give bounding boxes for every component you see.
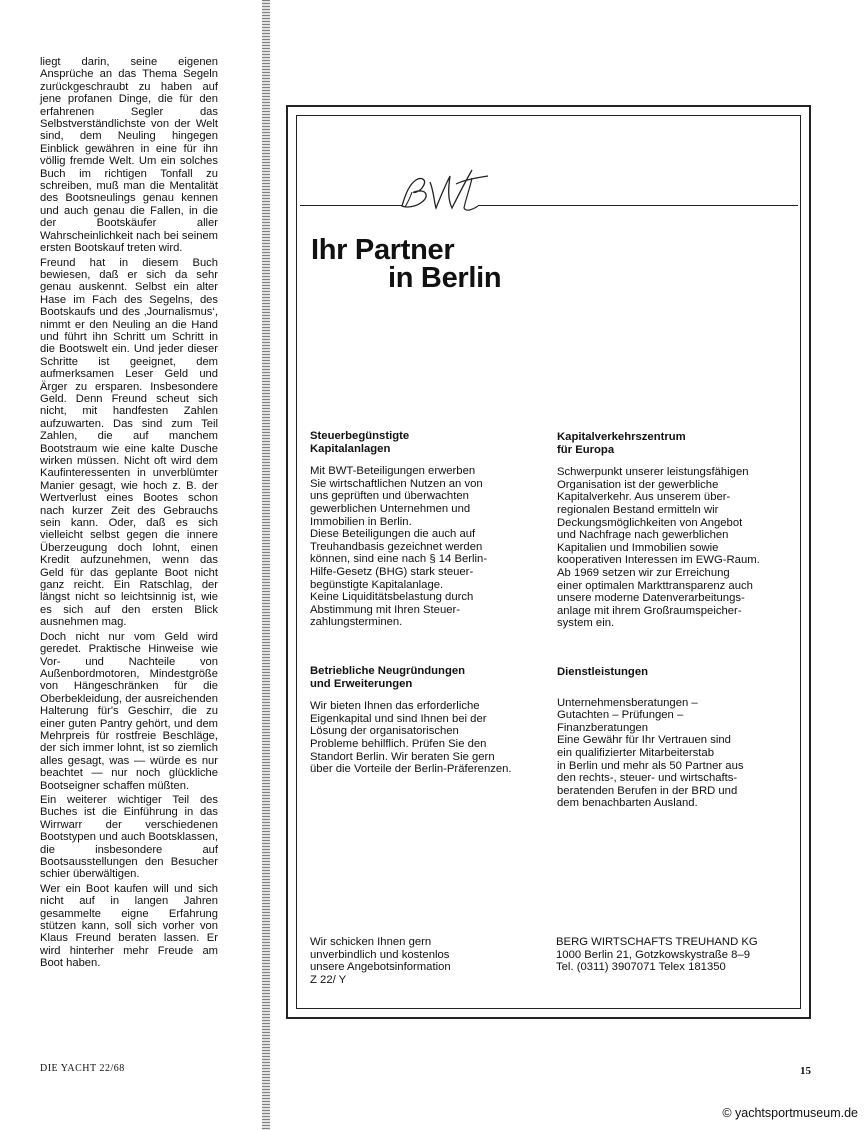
offer-text: Wir schicken Ihnen gern unverbindlich und kostenlos unsere Angebotsinformation Z 22/ Y: [310, 936, 451, 986]
article-paragraph: Doch nicht nur vom Geld wird geredet. Praktische Hinweise wie Vor- und Nachteile von Außenbordmotoren, Mindestgröße von Hängeschränken für die Oberbekleidung, der ausreichenden Halterung für's Geschirr, die zu einer guten Pantry gehört, und dem Mehrpreis für rostfreie Beschläge, der sich immer lohnt, ist so ziemlich alles gesagt, was — würde es nur beachtet — nur noch glückliche Bootseigner schaffen müßten.: [40, 630, 218, 792]
article-paragraph: Freund hat in diesem Buch bewiesen, daß er sich da sehr genau auskennt. Selbst ein alter Hase im Fach des Segelns, des Bootskaufs und des ‚Journalismus‘, nimmt er den Neuling an die Hand und führt ihn Schritt um Schritt in die Bootswelt ein. Und jeder dieser Schritte ist geeignet, dem aufmerksamen Leser Geld und Ärger zu ersparen. Insbesondere Geld. Denn Freund scheut sich nicht, mit handfesten Zahlen aufzuwarten. Das sind zum Teil Zahlen, die auf manchem Bootstraum wie eine kalte Dusche wirken müssen. Nicht oft wird dem Kaufinteressenten in unverblümter Manier gesagt, wie hoch z. B. der Wertverlust eines Bootes schon nach kurzer Zeit des Gebrauchs sein kann. Oder, daß es sich vielleicht selbst gegen die innere Überzeugung doch lohnt, einen Kredit aufzunehmen, wenn das Geld für das geplante Boot nicht ganz reicht. Ein Ratschlag, der längst nicht so leichtsinnig ist, wie es sich auf den ersten Blick ausnehmen mag.: [40, 256, 218, 629]
ad-headline: in Berlin: [388, 262, 502, 294]
section-heading: Betriebliche Neugründungen und Erweiterungen: [310, 665, 466, 690]
magazine-footer: DIE YACHT 22/68: [40, 1063, 125, 1074]
ad-section: [310, 665, 545, 776]
section-body: Unternehmensberatungen – Gutachten – Prüfungen – Finanzberatungen Eine Gewähr für Ihr Vertrauen sind ein qualifizierter Mitarbeiterstab in Berlin und mehr als 50 Partner aus den rechts-, steuer- und wirtschafts- beratenden Berufen in der BRD und dem benachbarten Ausland.: [557, 696, 744, 810]
ad-headline: Ihr Partner: [311, 234, 455, 266]
bwt-logo: [392, 162, 492, 220]
company-address: BERG WIRTSCHAFTS TREUHAND KG 1000 Berlin 21, Gotzkowskystraße 8–9 Tel. (0311) 3907071 Telex 181350: [556, 936, 758, 974]
section-body: Schwerpunkt unserer leistungsfähigen Organisation ist der gewerbliche Kapitalverkehr. Aus unserem über- regionalen Bestand ermitteln wir Deckungsmöglichkeiten von Angebot und Nachfrage nach gewerblichen Kapitalien und Immobilien sowie kooperativen Interessen im EWG-Raum. Ab 1969 setzen wir zur Erreichung einer optimalen Markttransparenz auch unsere moderne Datenverarbeitungs- anlage mit ihrem Großraumspeicher- system ein.: [557, 466, 760, 630]
section-heading: Dienstleistungen: [557, 666, 649, 678]
logo-rule: [478, 205, 798, 206]
section-heading: Steuerbegünstigte Kapitalanlagen: [310, 430, 410, 455]
ad-section: [557, 666, 792, 810]
page-binding: [262, 0, 270, 1130]
section-body: Mit BWT-Beteiligungen erwerben Sie wirtschaftlichen Nutzen an von uns geprüften und überwachten gewerblichen Unternehmen und Immobilien in Berlin. Diese Beteiligungen die auch auf Treuhandbasis gezeichnet werden können, sind eine nach § 14 Berlin- Hilfe-Gesetz (BHG) stark steuer- begünstigte Kapitalanlage. Keine Liquiditätsbelastung durch Abstimmung mit Ihren Steuer- zahlungsterminen.: [310, 465, 488, 629]
ad-section: [557, 431, 792, 630]
section-heading: Kapitalverkehrszentrum für Europa: [557, 431, 686, 456]
article-paragraph: liegt darin, seine eigenen Ansprüche an das Thema Segeln zurückgeschraubt zu haben auf jene profanen Dinge, die für den erfahrenen Segler das Selbstverständlichste von der Welt sind, dem Neuling hingegen Einblick gewähren in eine für ihn völlig fremde Welt. Um ein solches Buch im richtigen Tonfall zu schreiben, muß man die Mentalität des Bootsneulings genau kennen und auch genau die Fallen, in die der Bootskäufer aller Wahrscheinlichkeit nach bei seinem ersten Bootskauf treten wird.: [40, 56, 218, 255]
article-paragraph: Wer ein Boot kaufen will und sich nicht auf in langen Jahren gesammelte eigne Erfahrung stützen kann, soll sich vorher von Klaus Freund beraten lassen. Er wird hinterher mehr Freude am Boot haben.: [40, 882, 218, 970]
ad-section: [310, 430, 540, 629]
article-column: [40, 56, 218, 970]
section-body: Wir bieten Ihnen das erforderliche Eigenkapital und sind Ihnen bei der Lösung der organisatorischen Probleme behilflich. Prüfen Sie den Standort Berlin. Wir beraten Sie gern über die Vorteile der Berlin-Präferenzen.: [310, 700, 512, 776]
page-number: 15: [800, 1065, 811, 1077]
watermark: © yachtsportmuseum.de: [722, 1106, 858, 1120]
logo-rule: [300, 205, 402, 206]
article-paragraph: Ein weiterer wichtiger Teil des Buches ist die Einführung in das Wirrwarr der verschiedenen Bootstypen und auch Bootsklassen, die insbesondere auf Bootsausstellungen den Besucher schier überwältigen.: [40, 793, 218, 881]
